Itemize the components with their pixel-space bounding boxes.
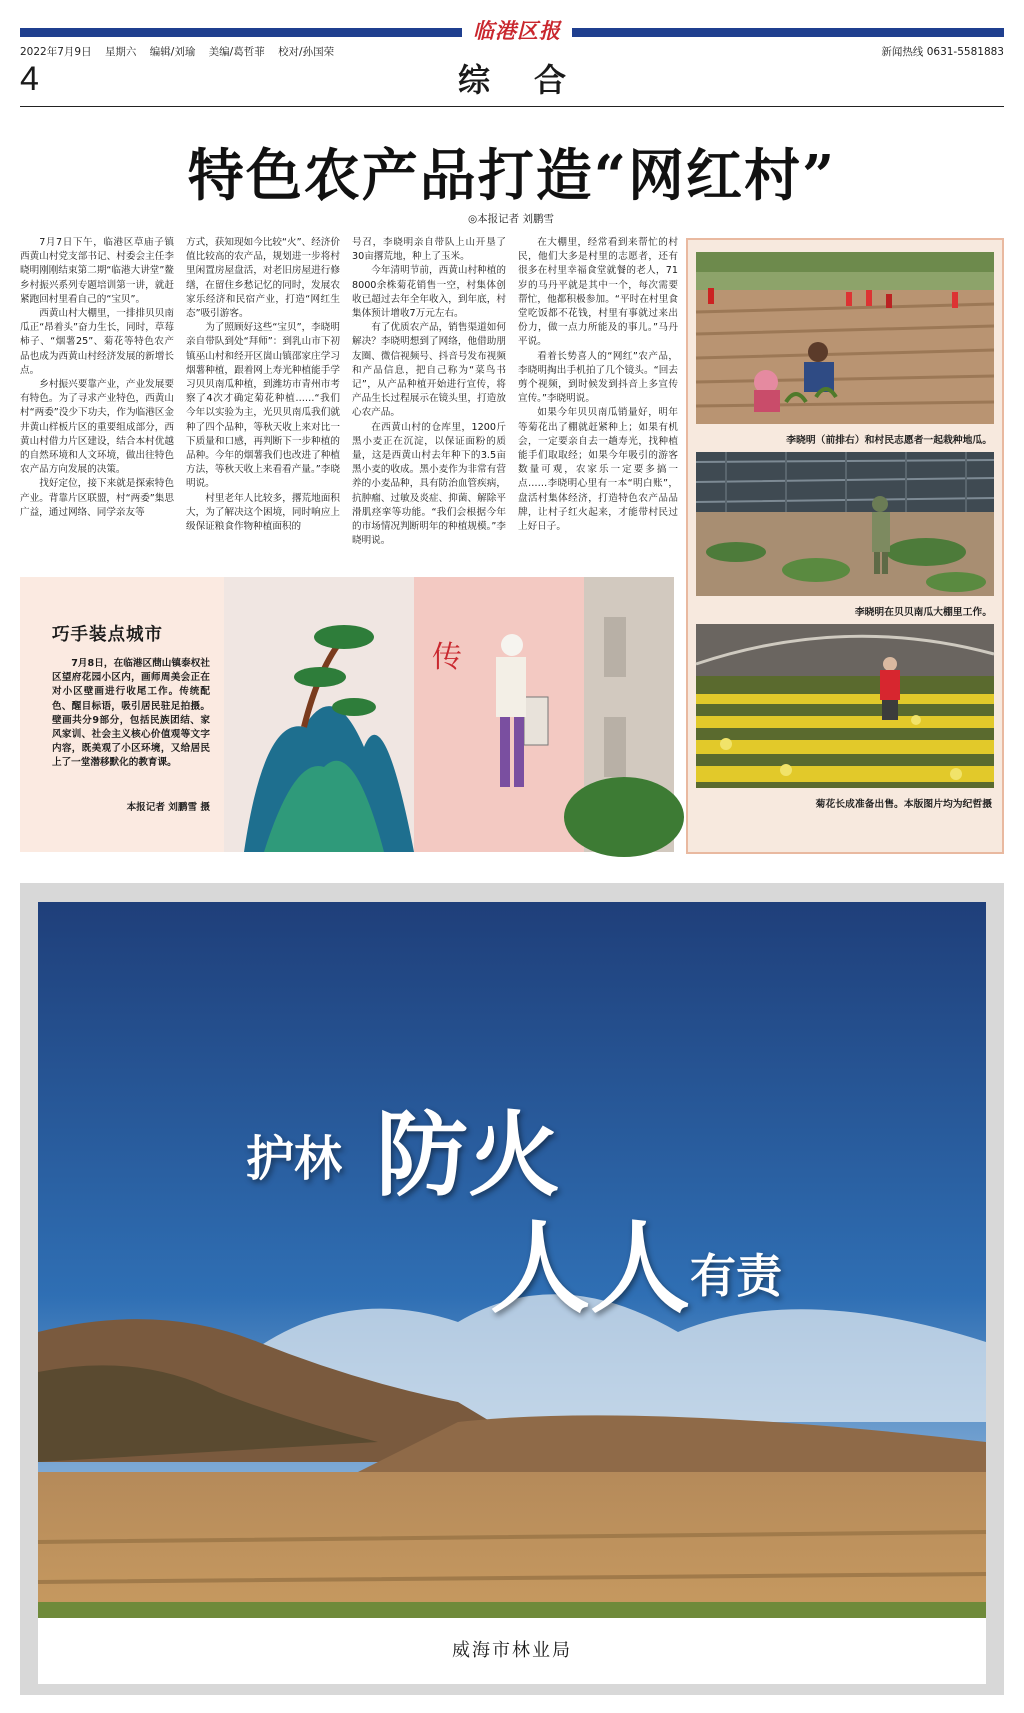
feature-credit: 本报记者 刘鹏雪 摄 (126, 802, 210, 813)
editor: 编辑/刘瑜 (149, 46, 196, 58)
designer: 美编/葛哲菲 (208, 46, 265, 58)
photo-greenhouse-pumpkin (696, 452, 994, 596)
paragraph: 为了照顾好这些“宝贝”，李晓明亲自带队到处“拜师”：到乳山市下初镇巫山村和经开区崮山镇邵家庄学习烟薯种植，跟着网上寿光种植能手学习贝贝南瓜种植，到潍坊市青州市考察了4次才确定菊花种植……“我们今年以实验为主，光贝贝南瓜我们就种了四个品种，等秋天收上来对比一下质量和口感，再判断下一步种植的品种。今年的烟薯我们也改进了种植方法，等秋天收上来看看产量。”李晓明说。 (186, 322, 340, 490)
ad-slogan-4: 有责 (690, 1249, 782, 1303)
paragraph: 村里老年人比较多，撂荒地面积大，为了解决这个困境，同时响应上级保证粮食作物种植面积的 (186, 492, 340, 533)
issue-date: 2022年7月9日 (20, 46, 92, 58)
ad-sponsor: 威海市林业局 (38, 1618, 986, 1684)
article-column-3 (352, 236, 506, 547)
header-divider (20, 106, 1004, 107)
photo-caption-1: 李晓明（前排右）和村民志愿者一起栽种地瓜。 (786, 435, 992, 446)
photo-caption-2: 李晓明在贝贝南瓜大棚里工作。 (854, 607, 992, 618)
article-byline: ◎本报记者 刘鹏雪 (468, 213, 554, 225)
proofreader: 校对/孙国荣 (278, 46, 335, 58)
paragraph: 如果今年贝贝南瓜销量好，明年等菊花出了棚就赶紧种上；如果有机会，一定要亲自去一趟寿光，找种植能手们取取经；如果今年吸引的游客数量可观，农家乐一定要多搞一点……李晓明心里有一本“明白账”，盘活村集体经济，打造特色农产品品牌，让村子红火起来，才能带村民过上好日子。 (518, 407, 678, 533)
article-column-1 (20, 236, 174, 532)
paper-name-logo: 临港区报 (462, 14, 572, 48)
ad-slogan-2: 防火 (376, 1102, 561, 1209)
ad-slogan-3: 人人 (490, 1210, 690, 1327)
section-title: 综合 (457, 61, 610, 99)
paragraph: 找好定位，接下来就是探索特色产业。背靠片区联盟，村“两委”集思广益，通过网络、同学亲友等 (20, 478, 174, 518)
paragraph: 方式，获知现如今比较“火”、经济价值比较高的农产品，规划进一步将村里闲置房屋盘活，对老旧房屋进行修缮，在留住乡愁记忆的同时，发展农家乐经济和民宿产业，打造“网红生态”吸引游客。 (186, 237, 340, 320)
photo-planting-field (696, 252, 994, 424)
feature-title: 巧手装点城市 (52, 625, 163, 645)
paragraph: 7月7日下午，临港区草庙子镇西黄山村党支部书记、村委会主任李晓明刚刚结束第二期“临港大讲堂”鳌乡村振兴系列专题培训第一讲，就赶紧跑回村里看自己的“宝贝”。 (20, 237, 174, 305)
ad-slogan-1: 护林 (246, 1131, 343, 1187)
article-column-2 (186, 236, 340, 532)
page-number: 4 (20, 60, 39, 98)
article-headline: 特色农产品打造“网红村” (187, 143, 837, 209)
photo-panel (686, 238, 1004, 854)
photo-caption-3: 菊花长成准备出售。本版图片均为纪哲摄 (815, 799, 992, 810)
photo-mural-painting (224, 577, 674, 852)
article-column-4 (518, 236, 678, 532)
news-hotline: 新闻热线 0631-5581883 (881, 46, 1004, 58)
paragraph: 号召，李晓明亲自带队上山开垦了30亩撂荒地，种上了玉米。 (352, 237, 506, 263)
paragraph: 有了优质农产品，销售渠道如何解决？李晓明想到了网络，他借助朋友圈、微信视频号、抖音号发布视频和产品信息，把自己称为“菜鸟书记”，从产品种植开始进行宣传，将产品生长过程展示在镜头里，打造放心农产品。 (352, 322, 506, 419)
paragraph: 西黄山村大棚里，一排排贝贝南瓜正“昂着头”奋力生长，同时，草莓柿子、“烟薯25”、菊花等特色农产品也成为西黄山村经济发展的新增长点。 (20, 308, 174, 376)
paragraph: 在大棚里，经常看到来帮忙的村民，他们大多是村里的志愿者，还有很多在村里幸福食堂就餐的老人，71岁的马丹平就是其中一个，每次需要帮忙，他都积极参加。“平时在村里食堂吃饭都不花钱，村里有事就过来出份力，做一点力所能及的事儿。”马丹平说。 (518, 237, 678, 348)
svg-text:传: 传 (432, 640, 462, 675)
photo-chrysanthemum (696, 624, 994, 788)
feature-paragraph: 7月8日，在临港区蔄山镇泰权社区望府花园小区内，画师周美会正在对小区壁画进行收尾工作。传统配色、醒目标语，吸引居民驻足拍摄。壁画共分9部分，包括民族团结、家风家训、社会主义核心价值观等文字内容，既美观了小区环境，又给居民上了一堂潜移默化的教育课。 (52, 658, 210, 769)
feature-text (52, 657, 210, 771)
paragraph: 看着长势喜人的“网红”农产品，李晓明掏出手机拍了几个镜头。“回去剪个视频，到时候发到抖音上多宣传宣传。”李晓明说。 (518, 350, 678, 405)
paragraph: 乡村振兴要靠产业，产业发展要有特色。为了寻求产业特色，西黄山村“两委”没少下功夫，作为临港区金井黄山样板片区的重要组成部分，西黄山村借力片区建设，结合本村优越的自然环境和人文环境，做出往特色农产品方向发展的决策。 (20, 379, 174, 476)
paragraph: 在西黄山村的仓库里，1200斤黑小麦正在沉淀，以保证面粉的质量，这是西黄山村去年种下的3.5亩黑小麦的收成。黑小麦作为非常有营养的小麦品种，具有防治血管疾病，抗肿瘤、过敏及炎症、抑菌、解除平滑肌痉挛等功能。“我们会根据今年的市场情况判断明年的种植规模。”李晓明说。 (352, 421, 506, 547)
paragraph: 今年清明节前，西黄山村种植的8000余株菊花销售一空，村集体创收已超过去年全年收入，到年底，村集体预计增收7万元左右。 (352, 265, 506, 320)
issue-weekday: 星期六 (104, 46, 137, 58)
